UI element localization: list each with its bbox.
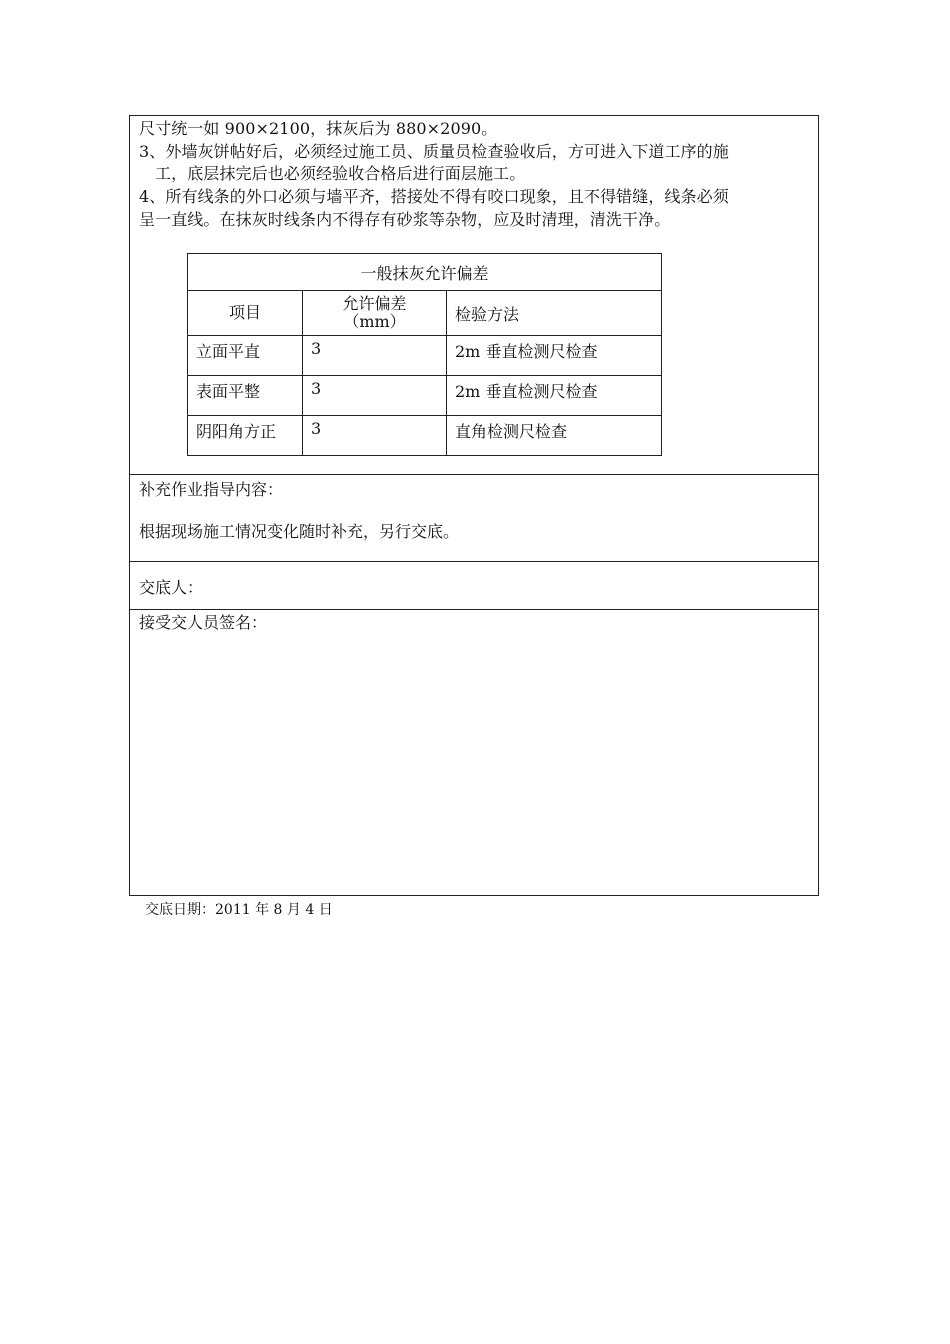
row-method: 2m 垂直检测尺检查 — [447, 336, 662, 376]
supplement-section — [130, 474, 818, 561]
table-row — [188, 336, 662, 376]
recipients-section — [130, 609, 818, 895]
row-method: 2m 垂直检测尺检查 — [447, 376, 662, 416]
row-tolerance: 3 — [303, 416, 447, 456]
header-tolerance-unit: （mm） — [343, 312, 406, 331]
deviation-table-title: 一般抹灰允许偏差 — [188, 254, 662, 291]
content-line-3: 工，底层抹完后也必须经验收合格后进行面层施工。 — [155, 164, 526, 183]
header-method: 检验方法 — [447, 291, 662, 336]
deviation-table — [187, 253, 662, 456]
content-section — [130, 116, 818, 474]
row-item: 阴阳角方正 — [188, 416, 303, 456]
supplement-text: 根据现场施工情况变化随时补充，另行交底。 — [139, 522, 460, 541]
table-row — [188, 376, 662, 416]
header-item: 项目 — [188, 291, 303, 336]
briefer-label: 交底人： — [139, 578, 204, 597]
row-item: 立面平直 — [188, 336, 303, 376]
header-tolerance — [303, 291, 447, 336]
briefer-section — [130, 561, 818, 609]
recipients-signature-label: 接受交人员签名： — [139, 613, 268, 632]
content-line-4: 4、所有线条的外口必须与墙平齐，搭接处不得有咬口现象，且不得错缝，线条必须 — [139, 187, 729, 206]
content-line-2: 3、外墙灰饼帖好后，必须经过施工员、质量员检查验收后，方可进入下道工序的施 — [139, 142, 729, 161]
briefing-form — [129, 115, 819, 896]
briefing-date: 交底日期：2011 年 8 月 4 日 — [145, 902, 333, 918]
row-tolerance: 3 — [303, 376, 447, 416]
table-row — [188, 416, 662, 456]
row-item: 表面平整 — [188, 376, 303, 416]
supplement-label: 补充作业指导内容： — [139, 480, 284, 499]
row-tolerance: 3 — [303, 336, 447, 376]
header-tolerance-label: 允许偏差 — [342, 294, 407, 313]
row-method: 直角检测尺检查 — [447, 416, 662, 456]
content-line-1: 尺寸统一如 900×2100，抹灰后为 880×2090。 — [139, 119, 498, 138]
content-line-5: 呈一直线。在抹灰时线条内不得存有砂浆等杂物，应及时清理，清洗干净。 — [139, 210, 671, 229]
